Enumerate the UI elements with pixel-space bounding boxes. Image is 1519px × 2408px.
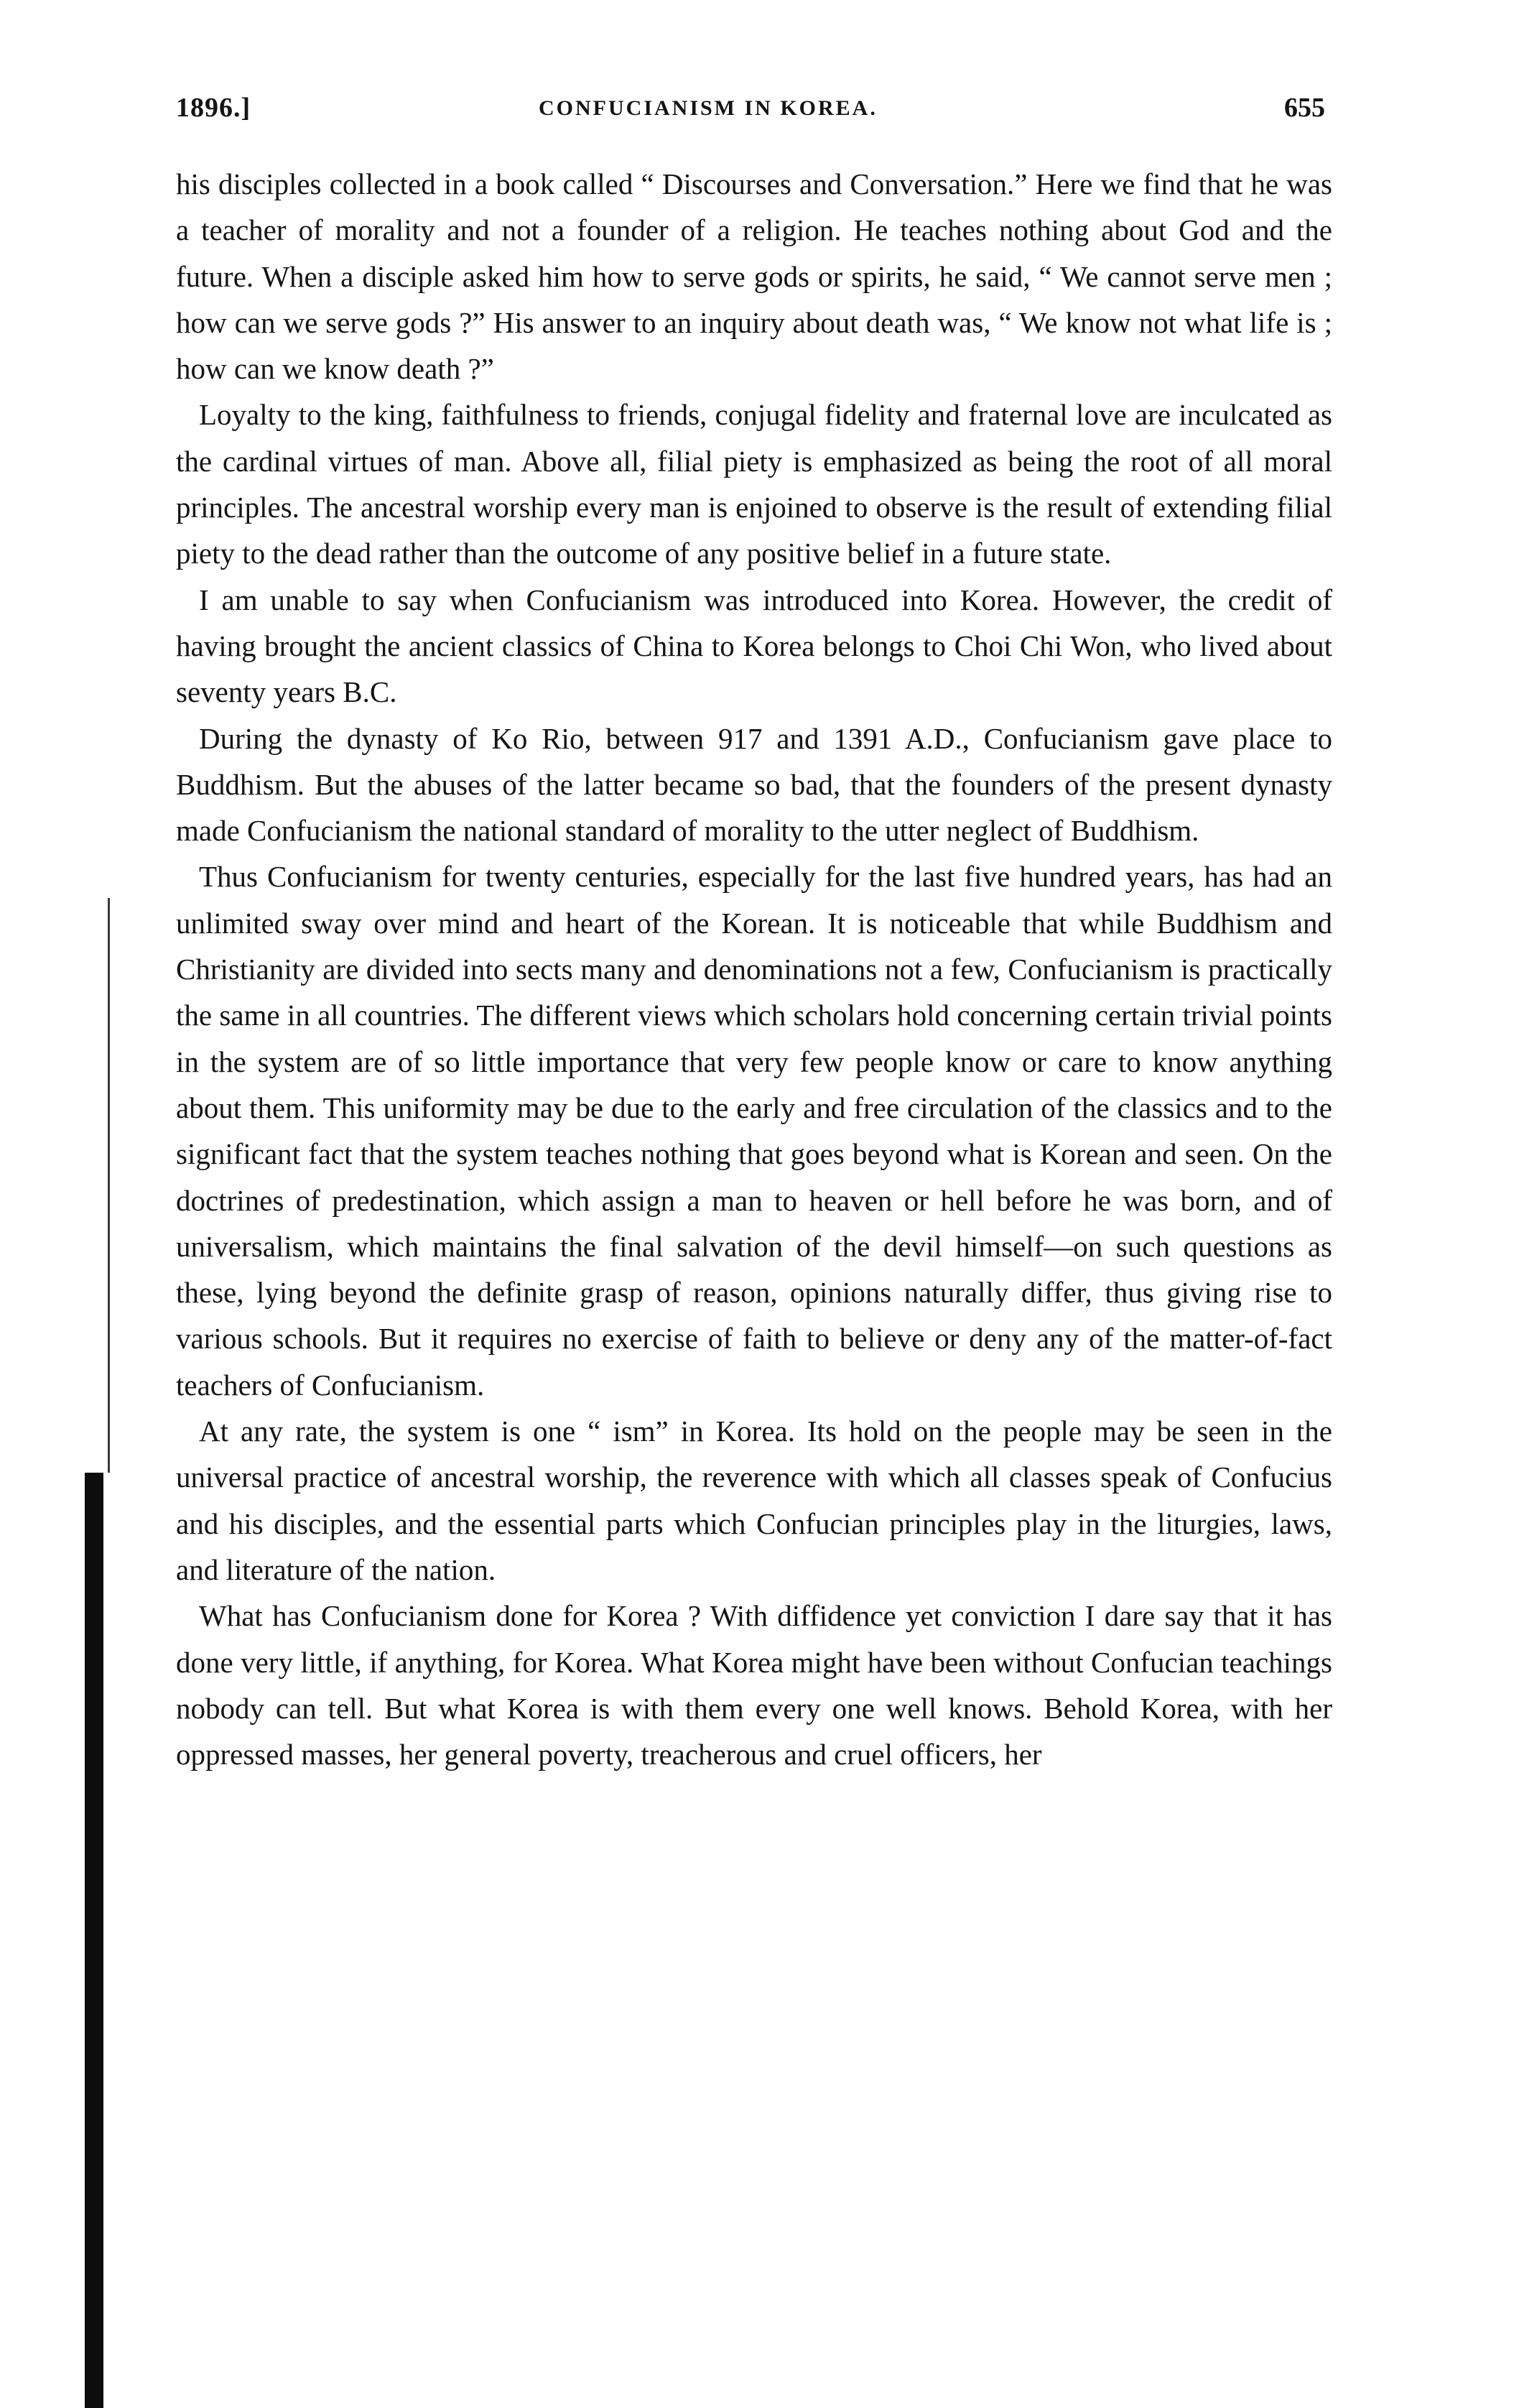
- paragraph: At any rate, the system is one “ ism” in Korea. Its hold on the people may be seen in the universal practice of ancestral worship, the reverence with which all classes speak of Confucius and his disciples, and the essential parts which Confucian principles play in the liturgies, laws, and literature of the nation.: [176, 1414, 1332, 1586]
- header-year: 1896.]: [176, 93, 251, 123]
- paragraph: his disciples collected in a book called “ Discourses and Conversation.” Here we find that he was a teacher of morality and not a founder of a religion. He teaches nothing about God and the future. When a disciple asked him how to serve gods or spirits, he said, “ We cannot serve men ; how can we serve gods ?” His answer to an inquiry about death was, “ We know not what life is ; how can we know death ?”: [176, 167, 1332, 386]
- body-text: [176, 161, 1332, 1777]
- paragraph: I am unable to say when Confucianism was introduced into Korea. However, the credit of having brought the ancient classics of China to Korea belongs to Choi Chi Won, who lived about seventy years B.C.: [176, 583, 1332, 709]
- paragraph: Loyalty to the king, faithfulness to friends, conjugal fidelity and fraternal love are inculcated as the cardinal virtues of man. Above all, filial piety is emphasized as being the root of all moral principles. The ancestral worship every man is enjoined to observe is the result of extending filial piety to the dead rather than the outcome of any positive belief in a future state.: [176, 398, 1332, 570]
- running-header: [176, 92, 1325, 135]
- gutter-shadow: [85, 1473, 103, 2408]
- paragraph: Thus Confucianism for twenty centuries, especially for the last five hundred years, has had an unlimited sway over mind and heart of the Korean. It is noticeable that while Buddhism and Christianity are divided into sects many and denominations not a few, Confucianism is practically the same in all countries. The different views which scholars hold concerning certain trivial points in the system are of so little importance that very few people know or care to know anything about them. This uniformity may be due to the early and free circulation of the classics and to the significant fact that the system teaches nothing that goes beyond what is Korean and seen. On the doctrines of predestination, which assign a man to heaven or hell before he was born, and of universalism, which maintains the final salvation of the devil himself—on such questions as these, lying beyond the definite grasp of reason, opinions naturally differ, thus giving rise to various schools. But it requires no exercise of faith to believe or deny any of the matter-of-fact teachers of Confucianism.: [176, 860, 1332, 1402]
- page-number: 655: [1284, 93, 1325, 123]
- paragraph: During the dynasty of Ko Rio, between 917 and 1391 A.D., Confucianism gave place to Buddhism. But the abuses of the latter became so bad, that the founders of the present dynasty made Confucianism the national standard of morality to the utter neglect of Buddhism.: [176, 721, 1332, 848]
- gutter-shadow-thin: [108, 898, 110, 1473]
- paragraph: What has Confucianism done for Korea ? With diffidence yet conviction I dare say that it has done very little, if anything, for Korea. What Korea might have been without Confucian teachings nobody can tell. But what Korea is with them every one well knows. Behold Korea, with her oppressed masses, her general poverty, treacherous and cruel officers, her: [176, 1599, 1332, 1772]
- running-title: CONFUCIANISM IN KOREA.: [539, 96, 878, 120]
